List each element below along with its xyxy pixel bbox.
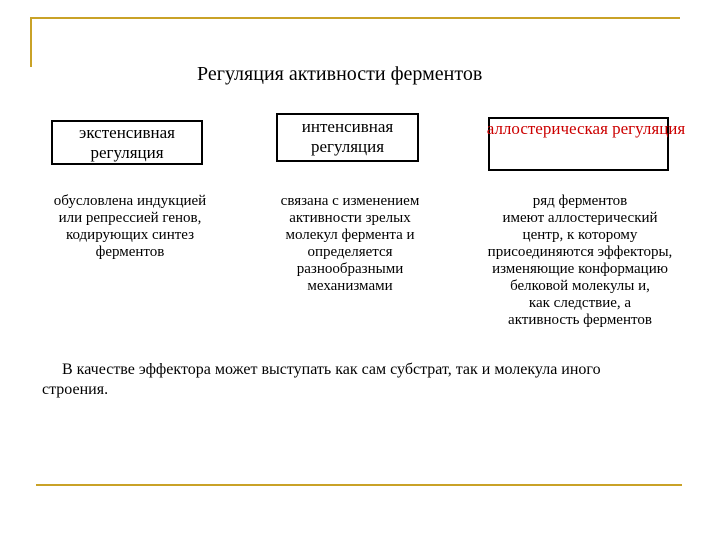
description-line: активность ферментов xyxy=(508,312,652,328)
left-border-line xyxy=(30,17,32,67)
description-line: имеют аллостерический xyxy=(502,210,658,226)
box-label-line: интенсивная xyxy=(301,117,394,136)
extensive-regulation-description xyxy=(20,193,240,261)
box-label-line: экстенсивная xyxy=(79,123,175,142)
description-line: разнообразными xyxy=(296,261,404,277)
extensive-regulation-box xyxy=(51,120,203,165)
description-line: ряд ферментов xyxy=(532,193,628,209)
box-label-line: регуляция xyxy=(90,143,164,162)
description-line: механизмами xyxy=(307,278,393,294)
bottom-border-line xyxy=(36,484,682,486)
description-line: обусловлена индукцией xyxy=(53,193,207,209)
note-line: В качестве эффектора может выступать как сам субстрат, так и молекула иного xyxy=(62,361,601,378)
note-line: строения. xyxy=(42,381,109,398)
slide-title: Регуляция активности ферментов xyxy=(197,63,483,85)
description-line: белковой молекулы и, xyxy=(510,278,650,294)
description-line: молекул фермента и xyxy=(285,227,415,243)
top-border-line xyxy=(30,17,680,19)
box-label-line: регуляция xyxy=(310,137,385,156)
description-line: или репрессией генов, xyxy=(58,210,202,226)
description-line: центр, к которому xyxy=(522,227,638,243)
effector-note xyxy=(42,360,692,400)
description-line: изменяющие конформацию xyxy=(492,261,668,277)
allosteric-regulation-label: аллостерическая регуляция xyxy=(486,119,686,138)
intensive-regulation-description xyxy=(250,193,450,295)
description-line: определяется xyxy=(307,244,393,260)
intensive-regulation-box xyxy=(276,113,419,162)
description-line: присоединяются эффекторы, xyxy=(487,244,673,260)
allosteric-regulation-description xyxy=(465,193,695,329)
description-line: ферментов xyxy=(95,244,165,260)
description-line: кодирующих синтез xyxy=(65,227,195,243)
description-line: активности зрелых xyxy=(289,210,411,226)
description-line: как следствие, а xyxy=(528,295,632,311)
description-line: связана с изменением xyxy=(280,193,420,209)
